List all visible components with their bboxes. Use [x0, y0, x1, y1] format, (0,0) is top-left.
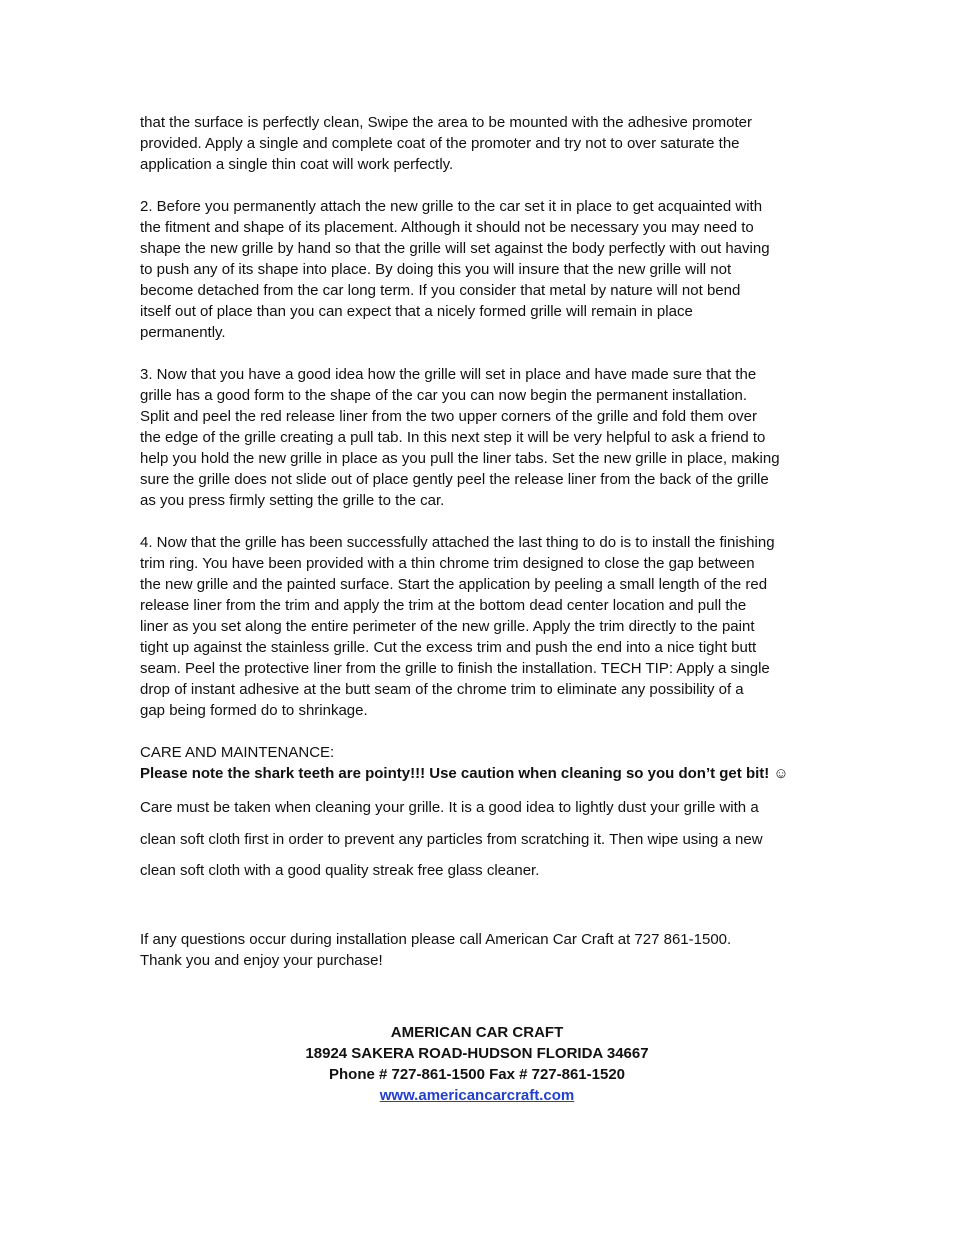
care-warning-note: Please note the shark teeth are pointy!!! Use caution when cleaning so you don’t get bit! ☺ [140, 765, 789, 782]
care-heading: CARE AND MAINTENANCE: [140, 744, 335, 761]
company-phone-fax: Phone # 727-861-1500 Fax # 727-861-1520 [328, 1066, 626, 1083]
step-4-paragraph: 4. Now that the grille has been successfully attached the last thing to do is to install the finishing trim ring. You have been provided with a thin chrome trim designed to close the gap between the new grille and the painted surface. Start the application by peeling a small length of the red release liner from the trim and apply the trim at the bottom dead center location and pull the liner as you set along the entire perimeter of the new grille. Apply the trim directly to the paint tight up against the stainless grille. Cut the excess trim and push the end into a nice tight butt seam. Peel the protective liner from the grille to finish the installation. TECH TIP: Apply a single drop of instant adhesive at the butt seam of the chrome trim to eliminate any possibility of a gap being formed do to shrinkage. [140, 534, 775, 719]
care-section [140, 742, 816, 887]
intro-paragraph: that the surface is perfectly clean, Swipe the area to be mounted with the adhesive promoter provided. Apply a single and complete coat of the promoter and try not to over saturate the application a single thin coat will work perfectly. [140, 114, 753, 173]
step-2-paragraph: 2. Before you permanently attach the new grille to the car set it in place to get acquainted with the fitment and shape of its placement. Although it should not be necessary you may need to shape the new grille by hand so that the grille will set against the body perfectly with out having to push any of its shape into place. By doing this you will insure that the new grille will not become detached from the car long term. If you consider that metal by nature will not bend itself out of place than you can expect that a nicely formed grille will remain in place permanently. [140, 198, 770, 341]
care-instructions: Care must be taken when cleaning your grille. It is a good idea to lightly dust your grille with a clean soft cloth first in order to prevent any particles from scratching it. Then wipe using a new clean soft cloth with a good quality streak free glass cleaner. [140, 799, 763, 879]
company-address: 18924 SAKERA ROAD-HUDSON FLORIDA 34667 [305, 1045, 649, 1062]
step-3-paragraph: 3. Now that you have a good idea how the grille will set in place and have made sure that the grille has a good form to the shape of the car you can now begin the permanent installation. Split and peel the red release liner from the two upper corners of the grille and fold them over the edge of the grille creating a pull tab. In this next step it will be very helpful to ask a friend to help you hold the new grille in place as you pull the liner tabs. Set the new grille in place, making sure the grille does not slide out of place gently peel the release liner from the back of the grille as you press firmly setting the grille to the car. [140, 366, 780, 509]
contact-paragraph: If any questions occur during installation please call American Car Craft at 727 861-1500. Thank you and enjoy your purchase! [140, 930, 732, 969]
document-body [140, 112, 816, 971]
website-link[interactable]: www.americancarcraft.com [379, 1087, 575, 1104]
company-name: AMERICAN CAR CRAFT [390, 1024, 564, 1041]
company-footer [0, 1022, 954, 1106]
